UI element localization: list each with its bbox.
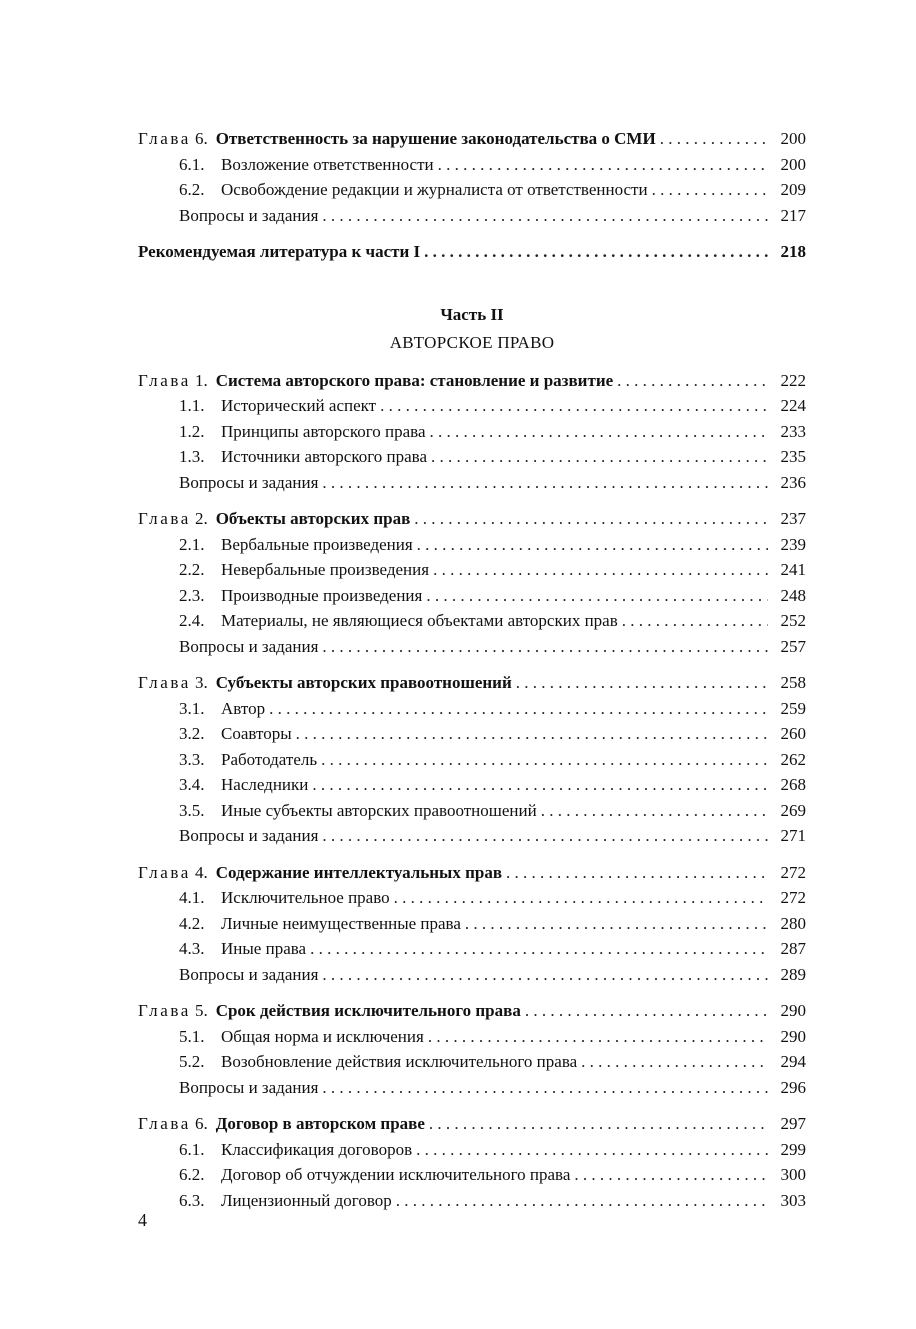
section-page: 287	[780, 939, 806, 958]
chapter-label: Глава	[138, 673, 191, 692]
section-page: 272	[780, 888, 806, 907]
spacer	[138, 659, 806, 670]
chapter-label: Глава	[138, 1001, 191, 1020]
dot-leader	[310, 936, 768, 962]
chapter-number	[138, 1111, 208, 1137]
section-page: 299	[780, 1139, 806, 1159]
section-page: 233	[780, 421, 806, 441]
dot-leader	[617, 368, 768, 394]
section-title: Работодатель	[221, 749, 318, 769]
section-title: Принципы авторского права	[221, 421, 426, 441]
questions-title: Вопросы и задания	[179, 472, 319, 492]
section-entry[interactable]	[138, 532, 806, 558]
dot-leader	[322, 962, 768, 988]
section-number: 4.2.	[179, 913, 205, 933]
chapter-label: Глава	[138, 1114, 191, 1133]
questions-title: Вопросы и задания	[179, 826, 319, 845]
chapter-title: Субъекты авторских правоотношений	[215, 673, 512, 692]
section-entry[interactable]	[138, 1188, 806, 1214]
questions-page: 271	[780, 826, 806, 845]
dot-leader	[380, 393, 768, 419]
section-entry[interactable]	[138, 1162, 806, 1188]
section-entry[interactable]	[138, 177, 806, 203]
chapter-entry[interactable]	[138, 126, 806, 152]
chapter-number	[138, 670, 208, 696]
dot-leader	[428, 1024, 768, 1050]
section-title: Источники авторского права	[221, 447, 428, 466]
dot-leader	[430, 419, 768, 445]
chapter-entry[interactable]	[138, 670, 806, 696]
part-label: Часть II	[440, 304, 504, 324]
section-title: Договор об отчуждении исключительного права	[221, 1165, 571, 1184]
section-title: Иные права	[221, 939, 307, 958]
section-number: 3.1.	[179, 698, 205, 718]
chapter-index: 6.	[194, 1114, 208, 1133]
dot-leader	[541, 798, 768, 824]
chapter-title: Система авторского права: становление и развитие	[215, 370, 614, 390]
section-title: Личные неимущественные права	[221, 913, 461, 933]
chapter-number	[138, 506, 208, 532]
section-page: 300	[780, 1165, 806, 1184]
questions-title: Вопросы и задания	[179, 1077, 319, 1097]
chapter-index: 3.	[194, 673, 208, 692]
questions-page: 296	[780, 1077, 806, 1097]
questions-title: Вопросы и задания	[179, 964, 319, 984]
chapter-index: 4.	[194, 862, 208, 882]
section-title: Невербальные произведения	[221, 560, 430, 579]
dot-leader	[269, 696, 768, 722]
section-page: 260	[780, 724, 806, 743]
section-page: 303	[780, 1190, 806, 1210]
questions-entry[interactable]	[138, 470, 806, 496]
section-number: 2.3.	[179, 585, 205, 605]
literature-title: Рекомендуемая литература к части I	[138, 242, 421, 261]
dot-leader	[322, 823, 768, 849]
section-number: 6.3.	[179, 1190, 205, 1210]
chapter-entry[interactable]	[138, 1111, 806, 1137]
section-page: 294	[780, 1052, 806, 1071]
dot-leader	[581, 1049, 768, 1075]
dot-leader	[296, 721, 768, 747]
section-title: Возложение ответственности	[221, 154, 434, 174]
section-entry[interactable]	[138, 1137, 806, 1163]
section-number: 6.2.	[179, 1165, 205, 1184]
dot-leader	[417, 532, 768, 558]
dot-leader	[424, 239, 768, 265]
chapter-page: 222	[780, 370, 806, 390]
section-page: 200	[780, 154, 806, 174]
section-entry[interactable]	[138, 747, 806, 773]
section-number: 4.1.	[179, 888, 205, 907]
section-page: 241	[780, 560, 806, 579]
dot-leader	[426, 583, 768, 609]
questions-title: Вопросы и задания	[179, 636, 319, 656]
table-of-contents	[138, 126, 806, 1213]
questions-page: 289	[780, 964, 806, 984]
dot-leader	[525, 998, 768, 1024]
chapter-number	[138, 998, 208, 1024]
dot-leader	[394, 885, 768, 911]
chapter-title: Ответственность за нарушение законодательства о СМИ	[215, 129, 656, 148]
section-title: Возобновление действия исключительного права	[221, 1052, 578, 1071]
chapter-title: Договор в авторском праве	[215, 1114, 425, 1133]
section-title: Производные произведения	[221, 585, 423, 605]
section-title: Лицензионный договор	[221, 1190, 392, 1210]
spacer	[138, 265, 806, 301]
chapter-title: Объекты авторских прав	[215, 509, 411, 528]
section-title: Иные субъекты авторских правоотношений	[221, 800, 537, 820]
chapter-page: 290	[780, 1001, 806, 1020]
section-title: Исторический аспект	[221, 396, 377, 415]
dot-leader	[438, 152, 768, 178]
section-page: 269	[780, 800, 806, 820]
dot-leader	[433, 557, 768, 583]
section-page: 262	[780, 749, 806, 769]
section-page: 280	[780, 913, 806, 933]
chapter-label: Глава	[138, 862, 191, 882]
section-entry[interactable]	[138, 911, 806, 937]
dot-leader	[465, 911, 768, 937]
section-title: Автор	[221, 698, 266, 718]
section-number: 2.4.	[179, 611, 205, 630]
chapter-title: Срок действия исключительного права	[215, 1001, 521, 1020]
section-title: Освобождение редакции и журналиста от ответственности	[221, 180, 648, 199]
section-number: 6.2.	[179, 180, 205, 199]
chapter-page: 272	[780, 862, 806, 882]
chapter-label: Глава	[138, 129, 191, 148]
section-entry[interactable]	[138, 721, 806, 747]
literature-entry[interactable]	[138, 239, 806, 265]
dot-leader	[312, 772, 768, 798]
section-page: 268	[780, 775, 806, 794]
section-number: 6.1.	[179, 154, 205, 174]
section-entry[interactable]	[138, 419, 806, 445]
section-title: Материалы, не являющиеся объектами авторских прав	[221, 611, 618, 630]
section-number: 3.2.	[179, 724, 205, 743]
section-entry[interactable]	[138, 772, 806, 798]
questions-entry[interactable]	[138, 1075, 806, 1101]
dot-leader	[660, 126, 768, 152]
spacer	[138, 495, 806, 506]
chapter-page: 200	[780, 129, 806, 148]
section-number: 3.4.	[179, 775, 205, 794]
section-title: Классификация договоров	[221, 1139, 413, 1159]
section-number: 2.2.	[179, 560, 205, 579]
section-entry[interactable]	[138, 798, 806, 824]
chapter-page: 237	[780, 509, 806, 528]
chapter-number	[138, 860, 208, 886]
section-title: Соавторы	[221, 724, 292, 743]
section-page: 290	[780, 1026, 806, 1046]
section-number: 3.5.	[179, 800, 205, 820]
chapter-entry[interactable]	[138, 998, 806, 1024]
dot-leader	[431, 444, 768, 470]
section-title: Исключительное право	[221, 888, 390, 907]
chapter-page: 297	[780, 1114, 806, 1133]
dot-leader	[396, 1188, 768, 1214]
section-title: Общая норма и исключения	[221, 1026, 424, 1046]
section-entry[interactable]	[138, 1049, 806, 1075]
questions-page: 236	[780, 472, 806, 492]
section-number: 1.3.	[179, 447, 205, 466]
section-page: 235	[780, 447, 806, 466]
section-page: 259	[780, 698, 806, 718]
chapter-number	[138, 368, 208, 394]
spacer	[138, 357, 806, 368]
chapter-number	[138, 126, 208, 152]
section-entry[interactable]	[138, 608, 806, 634]
section-page: 248	[780, 585, 806, 605]
dot-leader	[516, 670, 768, 696]
section-page: 209	[780, 180, 806, 199]
section-number: 3.3.	[179, 749, 205, 769]
chapter-entry[interactable]	[138, 860, 806, 886]
questions-page: 217	[780, 205, 806, 225]
section-number: 5.1.	[179, 1026, 205, 1046]
section-entry[interactable]	[138, 936, 806, 962]
dot-leader	[429, 1111, 768, 1137]
dot-leader	[414, 506, 768, 532]
section-title: Наследники	[221, 775, 309, 794]
section-page: 239	[780, 534, 806, 554]
dot-leader	[506, 860, 768, 886]
questions-page: 257	[780, 636, 806, 656]
section-number: 4.3.	[179, 939, 205, 958]
section-entry[interactable]	[138, 1024, 806, 1050]
dot-leader	[322, 1075, 768, 1101]
chapter-entry[interactable]	[138, 368, 806, 394]
spacer	[138, 987, 806, 998]
dot-leader	[574, 1162, 768, 1188]
section-entry[interactable]	[138, 444, 806, 470]
section-entry[interactable]	[138, 393, 806, 419]
section-number: 2.1.	[179, 534, 205, 554]
section-title: Вербальные произведения	[221, 534, 413, 554]
questions-title: Вопросы и задания	[179, 205, 319, 225]
chapter-label: Глава	[138, 509, 191, 528]
chapter-index: 1.	[194, 370, 208, 390]
part-heading	[138, 301, 806, 357]
dot-leader	[321, 747, 768, 773]
chapter-index: 5.	[194, 1001, 208, 1020]
questions-entry[interactable]	[138, 823, 806, 849]
section-entry[interactable]	[138, 583, 806, 609]
section-number: 1.2.	[179, 421, 205, 441]
section-page: 224	[780, 396, 806, 415]
questions-entry[interactable]	[138, 634, 806, 660]
dot-leader	[322, 203, 768, 229]
chapter-title: Содержание интеллектуальных прав	[215, 862, 503, 882]
spacer	[138, 228, 806, 239]
chapter-label: Глава	[138, 370, 191, 390]
section-page: 252	[780, 611, 806, 630]
dot-leader	[652, 177, 768, 203]
section-entry[interactable]	[138, 557, 806, 583]
chapter-index: 6.	[194, 129, 208, 148]
part-title: АВТОРСКОЕ ПРАВО	[389, 332, 555, 352]
questions-entry[interactable]	[138, 203, 806, 229]
section-number: 6.1.	[179, 1139, 205, 1159]
chapter-index: 2.	[194, 509, 208, 528]
spacer	[138, 1100, 806, 1111]
section-entry[interactable]	[138, 152, 806, 178]
section-number: 1.1.	[179, 396, 205, 415]
dot-leader	[322, 470, 768, 496]
page-number: 4	[138, 1210, 147, 1230]
dot-leader	[622, 608, 768, 634]
chapter-entry[interactable]	[138, 506, 806, 532]
questions-entry[interactable]	[138, 962, 806, 988]
section-entry[interactable]	[138, 696, 806, 722]
dot-leader	[322, 634, 768, 660]
chapter-page: 258	[780, 673, 806, 692]
dot-leader	[416, 1137, 768, 1163]
section-number: 5.2.	[179, 1052, 205, 1071]
literature-page: 218	[780, 242, 806, 261]
section-entry[interactable]	[138, 885, 806, 911]
spacer	[138, 849, 806, 860]
